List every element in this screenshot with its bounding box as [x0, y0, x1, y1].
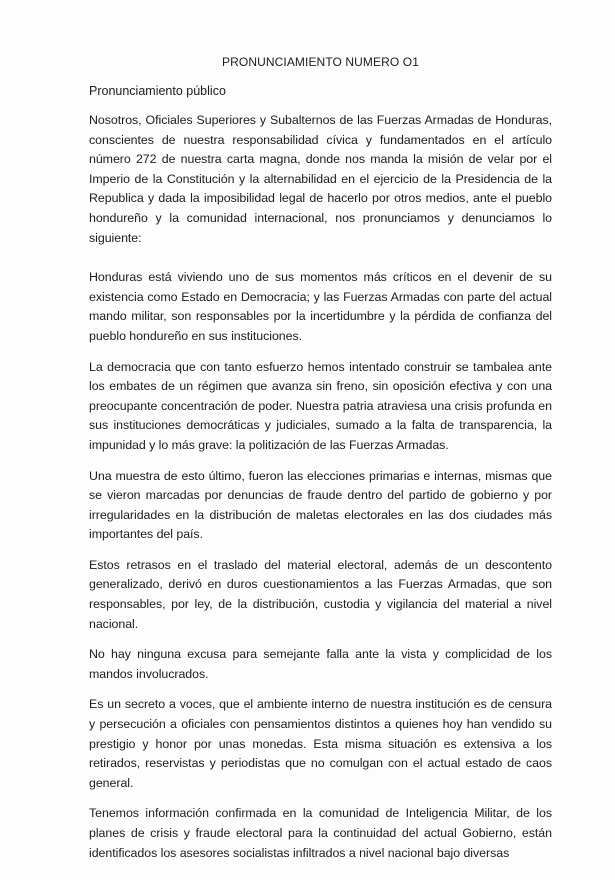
document-body	[89, 52, 552, 874]
paragraph-censorship: Es un secreto a voces, que el ambiente interno de nuestra institución es de censura y persecución a oficiales con pensamientos distintos a quienes hoy han vendido su prestigio y honor por unas monedas. Esta misma situación es extensiva a los retirados, reservistas y periodistas que no comulgan con el actual estado de caos general.	[89, 697, 552, 790]
paragraph-no-excuse: No hay ninguna excusa para semejante falla ante la vista y complicidad de los mandos involucrados.	[89, 647, 552, 681]
paragraph-democracy: La democracia que con tanto esfuerzo hemos intentado construir se tambalea ante los embates de un régimen que avanza sin freno, sin oposición efectiva y con una preocupante concentración de poder. Nuestra patria atraviesa una crisis profunda en sus instituciones democráticas y judiciales, sumado a la falta de transparencia, la impunidad y lo más grave: la politización de las Fuerzas Armadas.	[89, 359, 552, 452]
paragraph-honduras-crisis: Honduras está viviendo uno de sus momentos más críticos en el devenir de su existencia como Estado en Democracia; y las Fuerzas Armadas con parte del actual mando militar, son responsables por la incertidumbre y la pérdida de confianza del pueblo hondureño en sus instituciones.	[89, 270, 552, 343]
document-subtitle: Pronunciamiento público	[89, 84, 226, 98]
paragraph-elections: Una muestra de esto último, fueron las elecciones primarias e internas, mismas que se vieron marcadas por denuncias de fraude dentro del partido de gobierno y por irregularidades en la distribución de maletas electorales en las dos ciudades más importantes del país.	[89, 468, 552, 542]
paragraph-electoral-material: Estos retrasos en el traslado del material electoral, además de un descontento generalizado, derivó en duros cuestionamientos a las Fuerzas Armadas, que son responsables, por ley, de la distribución, custodia y vigilancia del material a nivel nacional.	[89, 557, 552, 631]
paragraph-intelligence: Tenemos información confirmada en la comunidad de Inteligencia Militar, de los planes de crisis y fraude electoral para la continuidad del actual Gobierno, están identificados los asesores socialistas infiltrados a nivel nacional bajo diversas	[89, 806, 552, 860]
document-title: PRONUNCIAMIENTO NUMERO O1	[222, 55, 419, 69]
paragraph-introduction: Nosotros, Oficiales Superiores y Subalternos de las Fuerzas Armadas de Honduras, conscientes de nuestra responsabilidad cívica y fundamentados en el artículo número 272 de nuestra carta magna, donde nos manda la misión de velar por el Imperio de la Constitución y la alternabilidad en el ejercicio de la Presidencia de la Republica y dada la imposibilidad legal de hacerlo por otros medios, ante el pueblo hondureño y la comunidad internacional, nos pronunciamos y denunciamos lo siguiente:	[89, 113, 552, 245]
